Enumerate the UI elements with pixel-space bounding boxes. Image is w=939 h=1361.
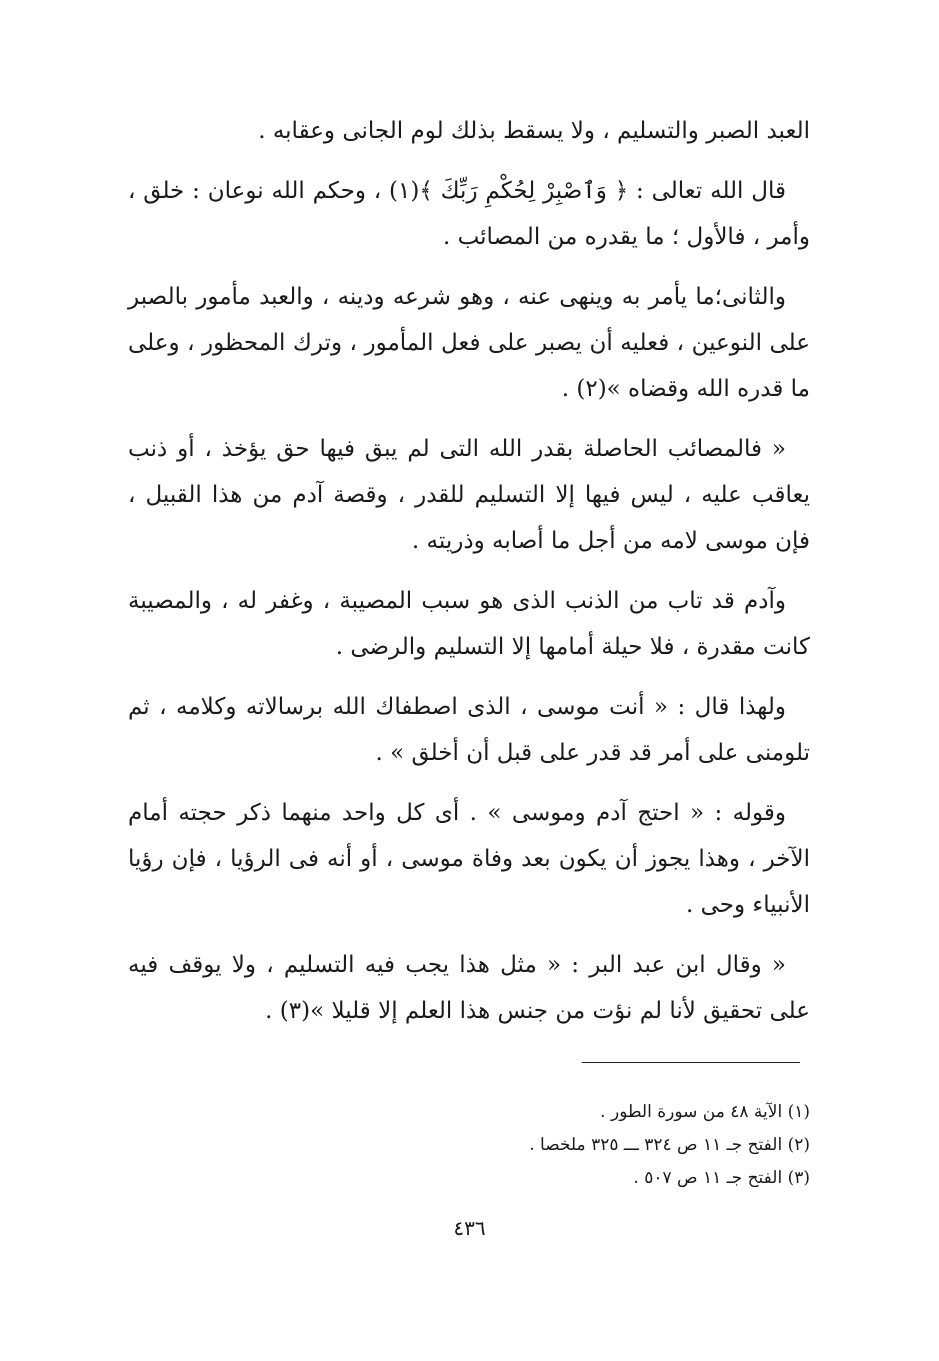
footnote-1: (١) الآية ٤٨ من سورة الطور .: [600, 1102, 810, 1122]
footnote-3: (٣) الفتح جـ ١١ ص ٥٠٧ .: [633, 1168, 810, 1188]
paragraph-1: العبد الصبر والتسليم ، ولا يسقط بذلك لوم الجانى وعقابه .: [258, 118, 810, 144]
footnote-2: (٢) الفتح جـ ١١ ص ٣٢٤ ـــ ٣٢٥ ملخصا .: [529, 1135, 810, 1155]
paragraph-2: قال الله تعالى : ﴿ وَٱصْبِرْ لِحُكْمِ رَبِّكَ ﴾(١) ، وحكم الله نوعان : خلق ، وأمر ، فالأول ؛ ما يقدره من المصائب .: [128, 178, 810, 250]
paragraph-7: وقوله : « احتج آدم وموسى » . أى كل واحد منهما ذكر حجته أمام الآخر ، وهذا يجوز أن يكون بعد وفاة موسى ، أو أنه فى الرؤيا ، فإن رؤيا الأنبياء وحى .: [128, 800, 810, 918]
paragraph-3: والثانى؛ما يأمر به وينهى عنه ، وهو شرعه ودينه ، والعبد مأمور بالصبر على النوعين ، فعليه أن يصبر على فعل المأمور ، وترك المحظور ، وعلى ما قدره الله وقضاه »(٢) .: [128, 284, 810, 402]
footnote-divider: [582, 1062, 800, 1063]
paragraph-6: ولهذا قال : « أنت موسى ، الذى اصطفاك الله برسالاته وكلامه ، ثم تلومنى على أمر قد قدر على قبل أن أخلق » .: [128, 694, 810, 766]
footnotes: [300, 1096, 810, 1195]
page-number: ٤٣٦: [453, 1216, 486, 1240]
paragraph-4: « فالمصائب الحاصلة بقدر الله التى لم يبق فيها حق يؤخذ ، أو ذنب يعاقب عليه ، ليس فيها إلا التسليم للقدر ، وقصة آدم من هذا القبيل ، فإن موسى لامه من أجل ما أصابه وذريته .: [128, 436, 810, 554]
paragraph-5: وآدم قد تاب من الذنب الذى هو سبب المصيبة ، وغفر له ، والمصيبة كانت مقدرة ، فلا حيلة أمامها إلا التسليم والرضى .: [128, 588, 810, 660]
body-text: [128, 108, 810, 1048]
paragraph-8: « وقال ابن عبد البر : « مثل هذا يجب فيه التسليم ، ولا يوقف فيه على تحقيق لأنا لم نؤت من جنس هذا العلم إلا قليلا »(٣) .: [128, 952, 810, 1024]
